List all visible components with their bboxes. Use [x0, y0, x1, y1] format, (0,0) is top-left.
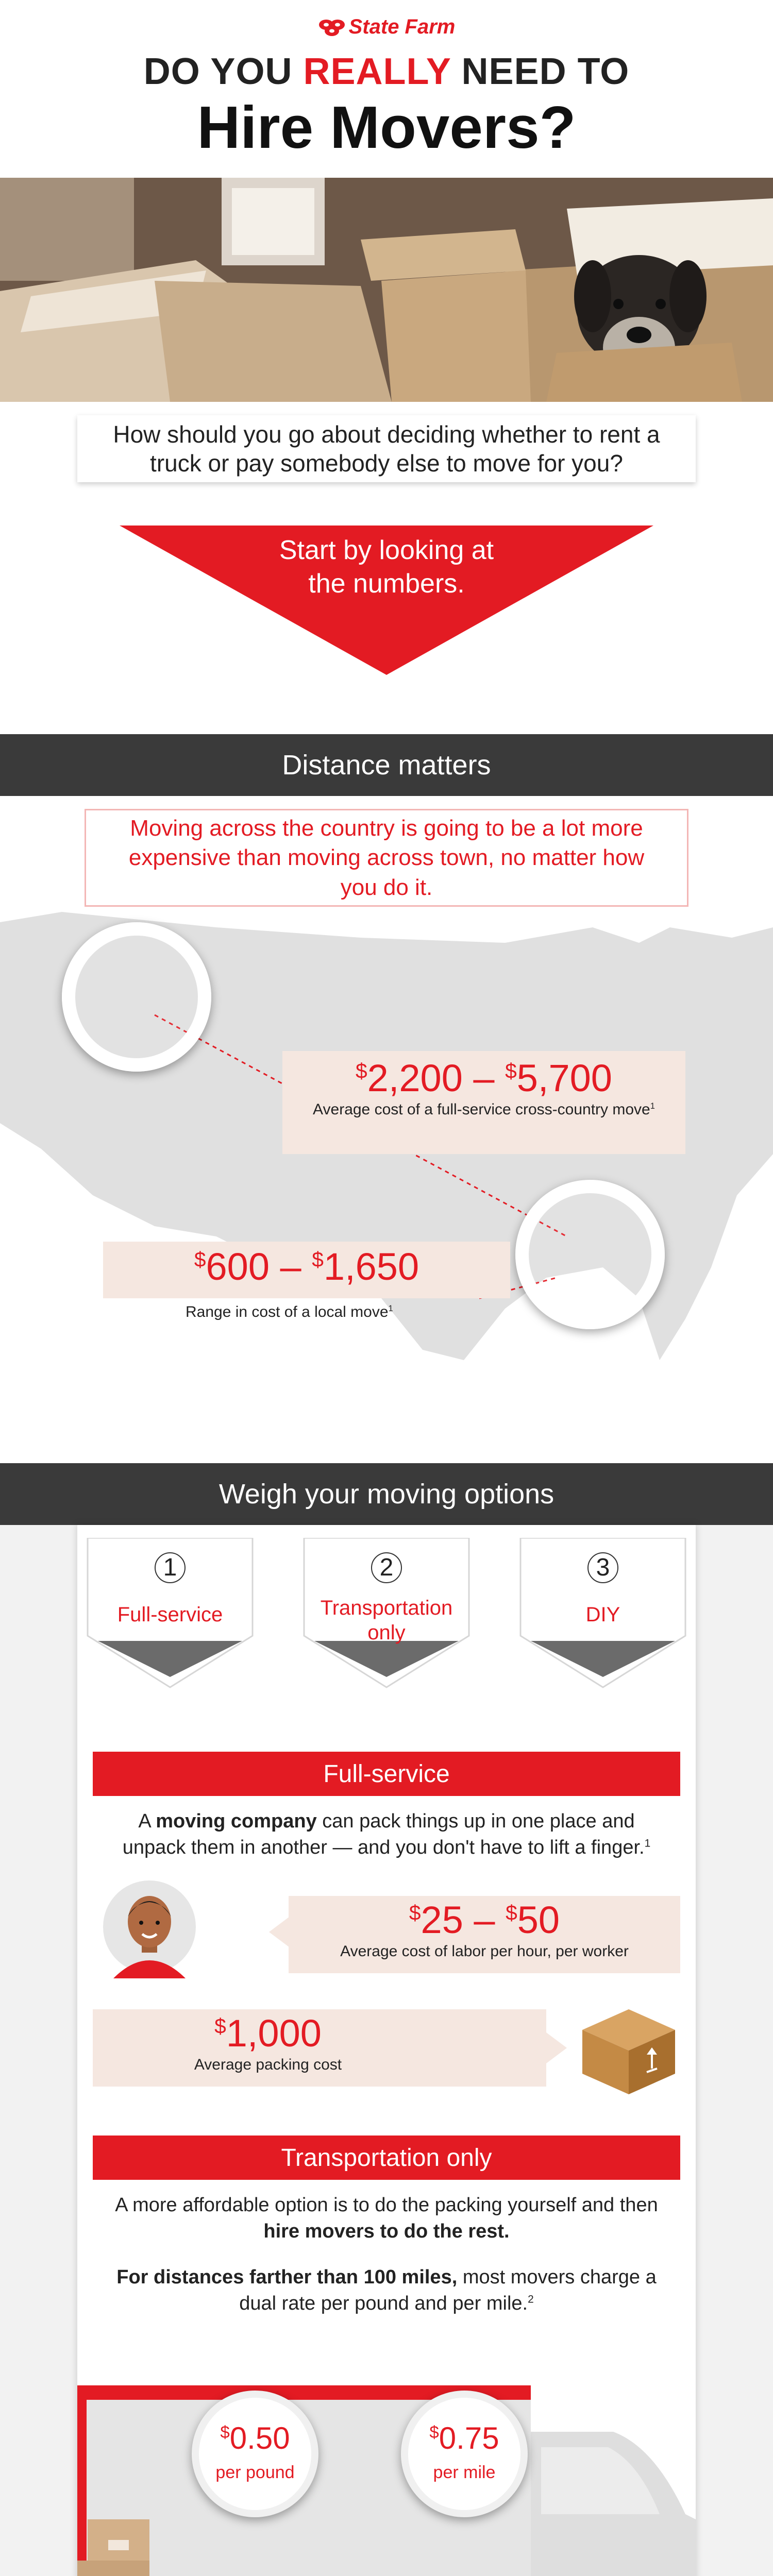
- header-emphasis: REALLY: [303, 51, 451, 92]
- local-cost-range: $600 – $1,650: [194, 1245, 419, 1288]
- per-pound-caption: per pound: [215, 2463, 295, 2482]
- tab-label: Transportation only: [320, 1597, 453, 1644]
- packing-cost-value: $1,000: [214, 2012, 322, 2055]
- moving-truck: [77, 2344, 696, 2576]
- packing-cost-caption: Average packing cost: [194, 2056, 342, 2073]
- labor-cost-box: [289, 1896, 680, 1973]
- intro-question: How should you go about deciding whether to rent a truck or pay somebody else to move for you?: [77, 415, 696, 482]
- state-farm-logo-icon: [318, 16, 346, 37]
- full-service-title: Full-service: [93, 1752, 680, 1796]
- per-mile-value: 0.75: [439, 2421, 499, 2455]
- transport-text1: A more affordable option is to do the packing yourself and then hire movers to do the rest.: [115, 2194, 658, 2243]
- tab-label: Full-service: [117, 1603, 223, 1626]
- labor-callout-pointer-icon: [269, 1917, 290, 1947]
- cross-country-cost-box: [282, 1051, 685, 1154]
- tab-diy[interactable]: [510, 1538, 696, 1692]
- tab-transportation-only[interactable]: [294, 1538, 479, 1692]
- dog-in-boxes-illustration: [0, 178, 773, 402]
- worker-avatar-icon: [103, 1880, 196, 1984]
- full-service-text: A moving company can pack things up in one place and unpack them in another — and you don't have to lift a finger.$^1$: [122, 1810, 651, 1859]
- cross-country-cost-caption: Average cost of a full-service cross-country move$^1$: [313, 1101, 655, 1118]
- transport-title: Transportation only: [93, 2136, 680, 2180]
- tab-number: 1: [155, 1552, 186, 1583]
- local-cost-box: [103, 1242, 510, 1298]
- logo-text: State Farm: [348, 15, 456, 38]
- header-title-line2: Hire Movers?: [197, 94, 576, 161]
- per-pound-value: 0.50: [229, 2421, 290, 2455]
- cardboard-box-icon: [577, 2004, 680, 2097]
- moving-truck-icon: [77, 2344, 696, 2576]
- distance-lead: Moving across the country is going to be a lot more expensive than moving across town, no matter how you do it.: [85, 809, 688, 907]
- per-pound-circle: $0.50 per pound: [192, 2391, 318, 2517]
- start-arrow-text: Start by looking at the numbers.: [279, 535, 494, 599]
- map-circle-southeast: [515, 1180, 665, 1329]
- packing-cost-box: [93, 2009, 546, 2087]
- labor-cost-range: $25 – $50: [409, 1899, 560, 1941]
- tab-full-service[interactable]: [77, 1538, 263, 1692]
- per-mile-circle: $0.75 per mile: [401, 2391, 528, 2517]
- packing-callout-pointer-icon: [546, 2032, 567, 2063]
- tab-number: 2: [371, 1552, 402, 1583]
- labor-cost-caption: Average cost of labor per hour, per worker: [340, 1943, 629, 1960]
- per-mile-caption: per mile: [433, 2463, 496, 2482]
- start-arrow-banner: [120, 526, 653, 675]
- logo: [309, 11, 464, 42]
- local-cost-caption: Range in cost of a local move$^1$: [186, 1303, 393, 1320]
- worker-avatar: [103, 1880, 196, 1984]
- section-distance-title: Distance matters: [0, 734, 773, 796]
- hero-photo: [0, 178, 773, 402]
- header-title-line1: DO YOU REALLY NEED TO: [143, 51, 630, 92]
- map-circle-west: [62, 922, 211, 1072]
- cross-country-cost-range: $2,200 – $5,700: [356, 1057, 612, 1099]
- box-icon-wrap: [577, 2004, 680, 2097]
- transport-text2: For distances farther than 100 miles, most movers charge a dual rate per pound and per mile.$^2$: [116, 2266, 657, 2315]
- section-options-title: Weigh your moving options: [0, 1463, 773, 1525]
- tab-label: DIY: [585, 1603, 620, 1626]
- tab-number: 3: [587, 1552, 618, 1583]
